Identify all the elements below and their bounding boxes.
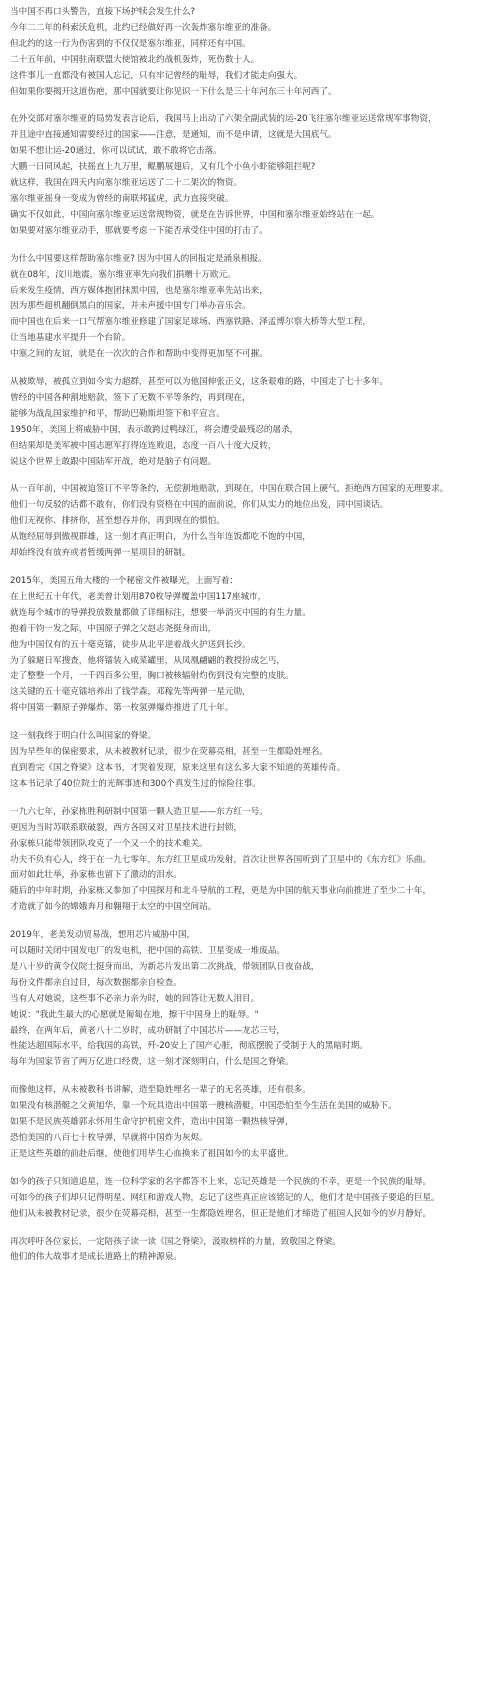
text-line: 2019年，老美发动贸易战，想用芯片威胁中国，: [10, 930, 196, 941]
text-line: 二十五年前，中国驻南联盟大使馆被北约战机轰炸，死伤数十人。: [10, 54, 260, 65]
article-paragraph: [10, 574, 490, 717]
text-line: 塞尔维亚摇身一变成为曾经的南联邦猛虎，武力直接突破。: [10, 193, 234, 204]
article-paragraph: [10, 928, 490, 1071]
text-line: 而中国也在后来一口气帮塞尔维亚修建了国家足球场、西塞铁路、泽孟博尔察大桥等大型工程，: [10, 317, 371, 328]
article-paragraph: [10, 1083, 490, 1163]
text-line: 这件事儿一直都没有被国人忘记，只有牢记曾经的耻辱，我们才能走向强大。: [10, 70, 303, 81]
text-line: 正是这些英雄的前赴后继，使他们用毕生心血换来了祖国如今的太平盛世。: [10, 1148, 294, 1159]
text-line: 抱着干钧一发之际，中国原子弹之父赵志尧挺身而出，: [10, 623, 217, 634]
article-paragraph: [10, 1235, 490, 1267]
text-line: 大鹏一日同风起，扶摇直上九万里，鲲鹏展翅后，又有几个小鱼小虾能够阻拦呢?: [10, 162, 316, 173]
text-line: 这关键的五十毫克镭培养出了钱学森，邓稼先等两弹一星元勋，: [10, 687, 251, 698]
article-paragraph: [10, 252, 490, 363]
article-paragraph: [10, 1175, 490, 1223]
text-line: 为了躲避日军搜查，他将镭装入咸菜罐里，从凤凰翩翩的教授扮成乞丐，: [10, 655, 286, 666]
text-line: 说这个世界上敢跟中国陆军开战，绝对是脑子有问题。: [10, 456, 217, 467]
text-line: 可如今的孩子们却只记得明星、网红和游戏人物，忘记了这些真正应该铭记的人，他们才是中国孩子要追的巨星。: [10, 1192, 440, 1203]
text-line: 这一刻我终于明白什么叫国家的脊梁。: [10, 731, 157, 742]
text-line: 随后的中年时期，孙家栋又参加了中国探月和北斗导航的工程，更是为中国的航天事业向前推进了至少二十年，: [10, 886, 432, 897]
text-line: 1950年，美国上将威胁中国，表示敢跨过鸭绿江，将会遭受最残忍的屠杀，: [10, 424, 299, 435]
text-line: 性能达超国际水平，给我国的高铁，歼-20安上了国产心脏，彻底摆脱了受制于人的黑暗时期。: [10, 1041, 368, 1052]
text-line: 如果没有核潜艇之父黄旭华，靠一个玩具造出中国第一艘核潜艇，中国恐怕至今生活在美国的威胁下。: [10, 1101, 397, 1112]
text-line: 从被欺辱，被孤立到如今实力超群，甚至可以为他国伸张正义，这条艰难的路，中国走了七十多年。: [10, 377, 389, 388]
text-line: 功夫不负有心人，终于在一九七零年，东方红卫星成功发射，首次让世界各国听到了卫星中的《东方红》乐曲。: [10, 854, 432, 865]
text-line: 为什么中国要这样帮助塞尔维亚? 因为中国人的回报定是涌泉相报。: [10, 253, 267, 264]
text-line: 走了整整一个月，一千四百多公里，胸口被核辐射灼伤到没有完整的皮肤。: [10, 671, 294, 682]
text-line: 每份文件都亲自过目，每次数据都亲自检查。: [10, 977, 182, 988]
text-line: 在上世纪五十年代，老美曾计划用870枚导弹覆盖中国117座城市，: [10, 591, 267, 602]
text-line: 可以随时关闭中国发电厂的发电机，把中国的高铁、卫星变成一堆废品。: [10, 946, 286, 957]
text-line: 每年为国家节省了两万亿进口经费，这一刻才深刻明白，什么是国之脊梁。: [10, 1057, 294, 1068]
text-line: 是八十岁的黄令仪院士挺身而出，为新芯片发出第二次挑战，带领团队日夜奋战，: [10, 961, 320, 972]
article-paragraph: [10, 375, 490, 470]
article-paragraph: [10, 112, 490, 239]
text-line: 曾经的中国各种割地赔款，签下了无数不平等条约，再到现在，: [10, 392, 251, 403]
text-line: 面对如此壮举，孙家栋也留下了激动的泪水。: [10, 870, 182, 881]
article-paragraph: [10, 482, 490, 562]
text-line: 能够为战乱国家维护和平，帮助巴勒斯坦签下和平宣言。: [10, 408, 225, 419]
text-line: 他们的伟大故事才是成长道路上的精神源泉。: [10, 1252, 182, 1263]
text-line: 恐怕美国的八百七十枚导弹，早就将中国炸为灰烬。: [10, 1133, 208, 1143]
text-line: 在外交部对塞尔维亚的局势发表言论后，我国马上出动了六架全副武装的运-20飞往塞尔维亚运送常规军事物资，: [10, 114, 437, 125]
text-line: 他为中国仅有的五十毫克镭，徒步从北平逆着战火护送到长沙。: [10, 639, 251, 650]
text-line: 直到看完《国之脊梁》这本书，才哭着发现，原来这里有这么多大家不知道的英雄传奇。: [10, 762, 346, 773]
text-line: 他们从未被教材记录，很少在荧幕亮相，甚至一生都隐姓埋名，但正是他们才缔造了祖国人民如今的岁月静好。: [10, 1208, 432, 1219]
text-line: 如今的孩子只知道追星，连一位科学家的名字都答不上来，忘记英雄是一个民族的不幸，更是一个民族的耻辱。: [10, 1176, 432, 1187]
text-line: 并且途中直接通知需要经过的国家——注意，是通知，而不是申请，这就是大国底气。: [10, 130, 337, 141]
text-line: 但北约的这一行为伤害到的不仅仅是塞尔维亚，同样还有中国。: [10, 38, 251, 49]
text-line: 最终，在两年后，黄老八十二岁时，成功研制了中国芯片——龙芯三号，: [10, 1025, 286, 1036]
text-line: 因为那些超机翻倒黑白的国家，并未声援中国专门举办音乐会。: [10, 301, 251, 312]
text-line: 他们一句反驳的话都不敢有，你们没有资格在中国的面前说，你们从实力的地位出发，同中国谈话。: [10, 500, 389, 511]
text-line: 后来发生疫情，西方媒体抱团抹黑中国，也是塞尔维亚率先站出来，: [10, 285, 268, 296]
text-line: 但结果却是美军被中国志愿军打得连连败退，态度一百八十度大反转，: [10, 440, 277, 451]
text-line: 再次呼吁各位家长，一定陪孩子读一读《国之脊梁》，汲取榜样的力量，致敬国之脊梁。: [10, 1236, 341, 1247]
text-line: 就在08年，汶川地震，塞尔维亚率先向我们捐赠十万欧元。: [10, 269, 236, 280]
text-line: 因为早些年的保密要求，从未被教材记录，很少在荧幕亮相，甚至一生都隐姓埋名。: [10, 747, 328, 758]
text-line: 孙家栋只能带领团队攻克了一个又一个的技术难关。: [10, 838, 208, 849]
text-line: 却始终没有放弃或者暂缓两弹一星项目的研制。: [10, 548, 191, 559]
text-line: 如果要对塞尔维亚动手，那就要考虑一下能否承受住中国的打击了。: [10, 225, 268, 236]
text-line: 一九六七年，孙家栋胜利研制中国第一颗人造卫星——东方红一号。: [10, 806, 268, 817]
text-line: 从一百年前，中国被迫签订不平等条约，无偿割地赔款，到现在，中国在联合国上硬气，拒绝西方国家的无理要求。: [10, 484, 449, 495]
text-line: 这本书记录了40位院士的光辉事迹和300个真发生过的惊险往事。: [10, 778, 261, 789]
text-line: 而像他这样，从未被教科书讲解，造至隐姓埋名一辈子的无名英雄，还有很多。: [10, 1085, 311, 1096]
text-line: 他们无视你、排挤你，甚至想吞并你，再到现在的惧怕。: [10, 516, 225, 527]
text-line: 中塞之间的友谊，就是在一次次的合作和帮助中变得更加坚不可摧。: [10, 349, 268, 360]
text-line: 如果不想让运-20通过，你可以试试，敢不敢将它击落。: [10, 146, 222, 157]
text-line: 当中国不再口头警告，直接下场护犊会发生什么?: [10, 7, 196, 17]
text-line: 就这样，我国在四天内向塞尔维亚运送了二十二架次的物资。: [10, 178, 243, 189]
text-line: 更因为当时苏联系联破裂，西方各国又对卫星技术进行封锁，: [10, 822, 243, 833]
text-line: 今年二二年的科索沃危机，北约已经做好再一次轰炸塞尔维亚的准备。: [10, 22, 277, 33]
article-paragraph: [10, 5, 490, 100]
text-line: 让当地基建水平提升一个台阶。: [10, 333, 131, 344]
text-line: 确实不仅如此，中国向塞尔维亚运送常规物资，就是在告诉世界，中国和塞尔维亚始终站在一起。: [10, 209, 380, 220]
article-paragraph: [10, 805, 490, 916]
text-line: 从饱经屈辱到傲视群雄，这一刻才真正明白，为什么当年连饭都吃不饱的中国，: [10, 532, 311, 543]
text-line: 如果不是民族英雄郭永怀用生命守护机密文件，造出中国第一颗热核导弹，: [10, 1117, 294, 1128]
text-line: 才造就了如今的嫦娥奔月和翱翔于太空的中国空间站。: [10, 902, 217, 913]
text-line: 但如果你要揭开这道伤疤，那中国就要让你见识一下什么是三十年河东三十年河西了。: [10, 86, 337, 97]
text-line: 2015年，美国五角大楼的一个秘密文件被曝光，上面写着：: [10, 576, 239, 586]
text-line: 将中国第一颗原子弹爆炸、第一枚氢弹爆炸推进了几十年。: [10, 703, 234, 714]
text-line: 就连每个城市的导弹投放数量都做了详细标注，想要一举消灭中国的有生力量。: [10, 607, 311, 618]
article-paragraph: [10, 729, 490, 793]
text-line: 她说："我此生最大的心愿就是匍匐在地，擦干中国身上的耻辱。": [10, 1009, 259, 1020]
text-line: 当有人对她说，这些事不必亲力亲为时，她的回答让无数人泪目。: [10, 993, 260, 1004]
